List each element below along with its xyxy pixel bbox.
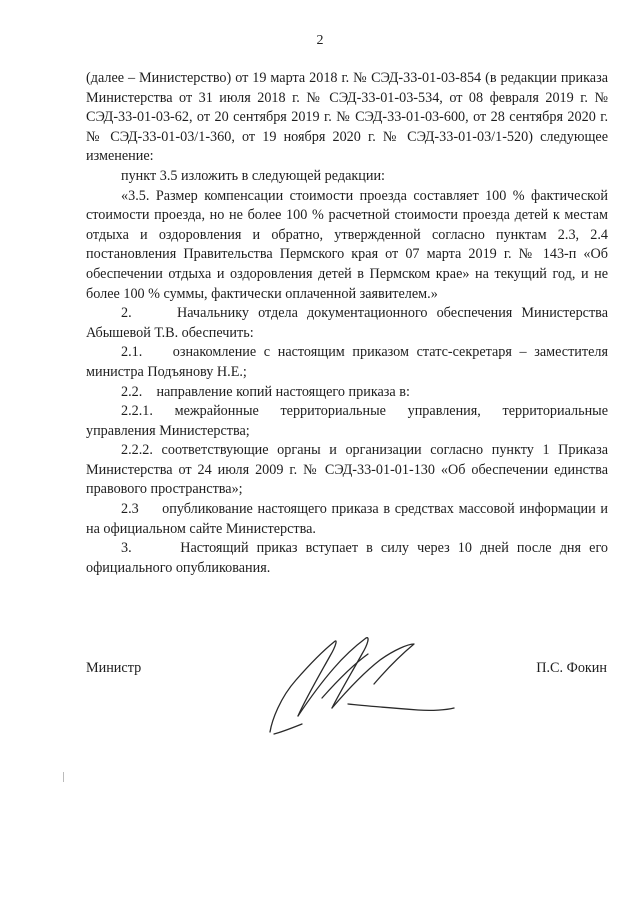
paragraph-clause-3-5-instruction: пункт 3.5 изложить в следующей редакции: [121,167,385,184]
paragraph-2-1: 2.1. ознакомление с настоящим приказом статс-секретаря – заместителя министра Подъянову Н.Е.; [86,344,612,380]
paragraph-clause-3-5-text: «3.5. Размер компенсации стоимости проезда составляет 100 % фактической стоимости проезда, но не более 100 % расчетной стоимости проезда детей к местам отдыха и оздоровления и обратно, утвержденной согласно пунктам 2.3, 2.4 постановления Правительства Пермского края от 07 марта 2019 г. № 143-п «Об обеспечении отдыха и оздоровления детей в Пермском крае» на текущий год, и не более 100 % суммы, фактически оплаченной заявителем.» [86,187,608,302]
handwritten-signature [262,628,462,740]
paragraph-2: 2. Начальнику отдела документационного обеспечения Министерства Абышевой Т.В. обеспечить: [86,305,612,341]
signatory-title: Министр [86,660,142,676]
paragraph-2-2-2: 2.2.2. соответствующие органы и организации согласно пункту 1 Приказа Министерства от 24 июля 2009 г. № СЭД-33-01-01-130 «Об обеспечении единства правового пространства»; [86,442,608,498]
paragraph-intro: (далее – Министерство) от 19 марта 2018 г. № СЭД-33-01-03-854 (в редакции приказа Министерства от 31 июля 2018 г. № СЭД-33-01-03-534, от 08 февраля 2019 г. № СЭД-33-01-03-62, от 20 сентября 2019 г. № СЭД-33-01-03-600, от 28 сентября 2020 г. № СЭД-33-01-03/1-360, от 19 ноября 2020 г. № СЭД-33-01-03/1-520) следующее изменение: [86,70,608,165]
paragraph-2-2-1: 2.2.1. межрайонные территориальные управления, территориальные управления Министерства; [86,403,608,439]
paragraph-3: 3. Настоящий приказ вступает в силу через 10 дней после дня его официального опубликования. [86,540,612,576]
scan-artifact [63,772,64,782]
signatory-name: П.С. Фокин [536,660,607,676]
page-number: 2 [316,33,324,48]
document-body [86,69,612,578]
paragraph-2-3: 2.3 опубликование настоящего приказа в средствах массовой информации и на официальном сайте Министерства. [86,501,612,537]
paragraph-2-2: 2.2. направление копий настоящего приказа в: [121,383,410,400]
